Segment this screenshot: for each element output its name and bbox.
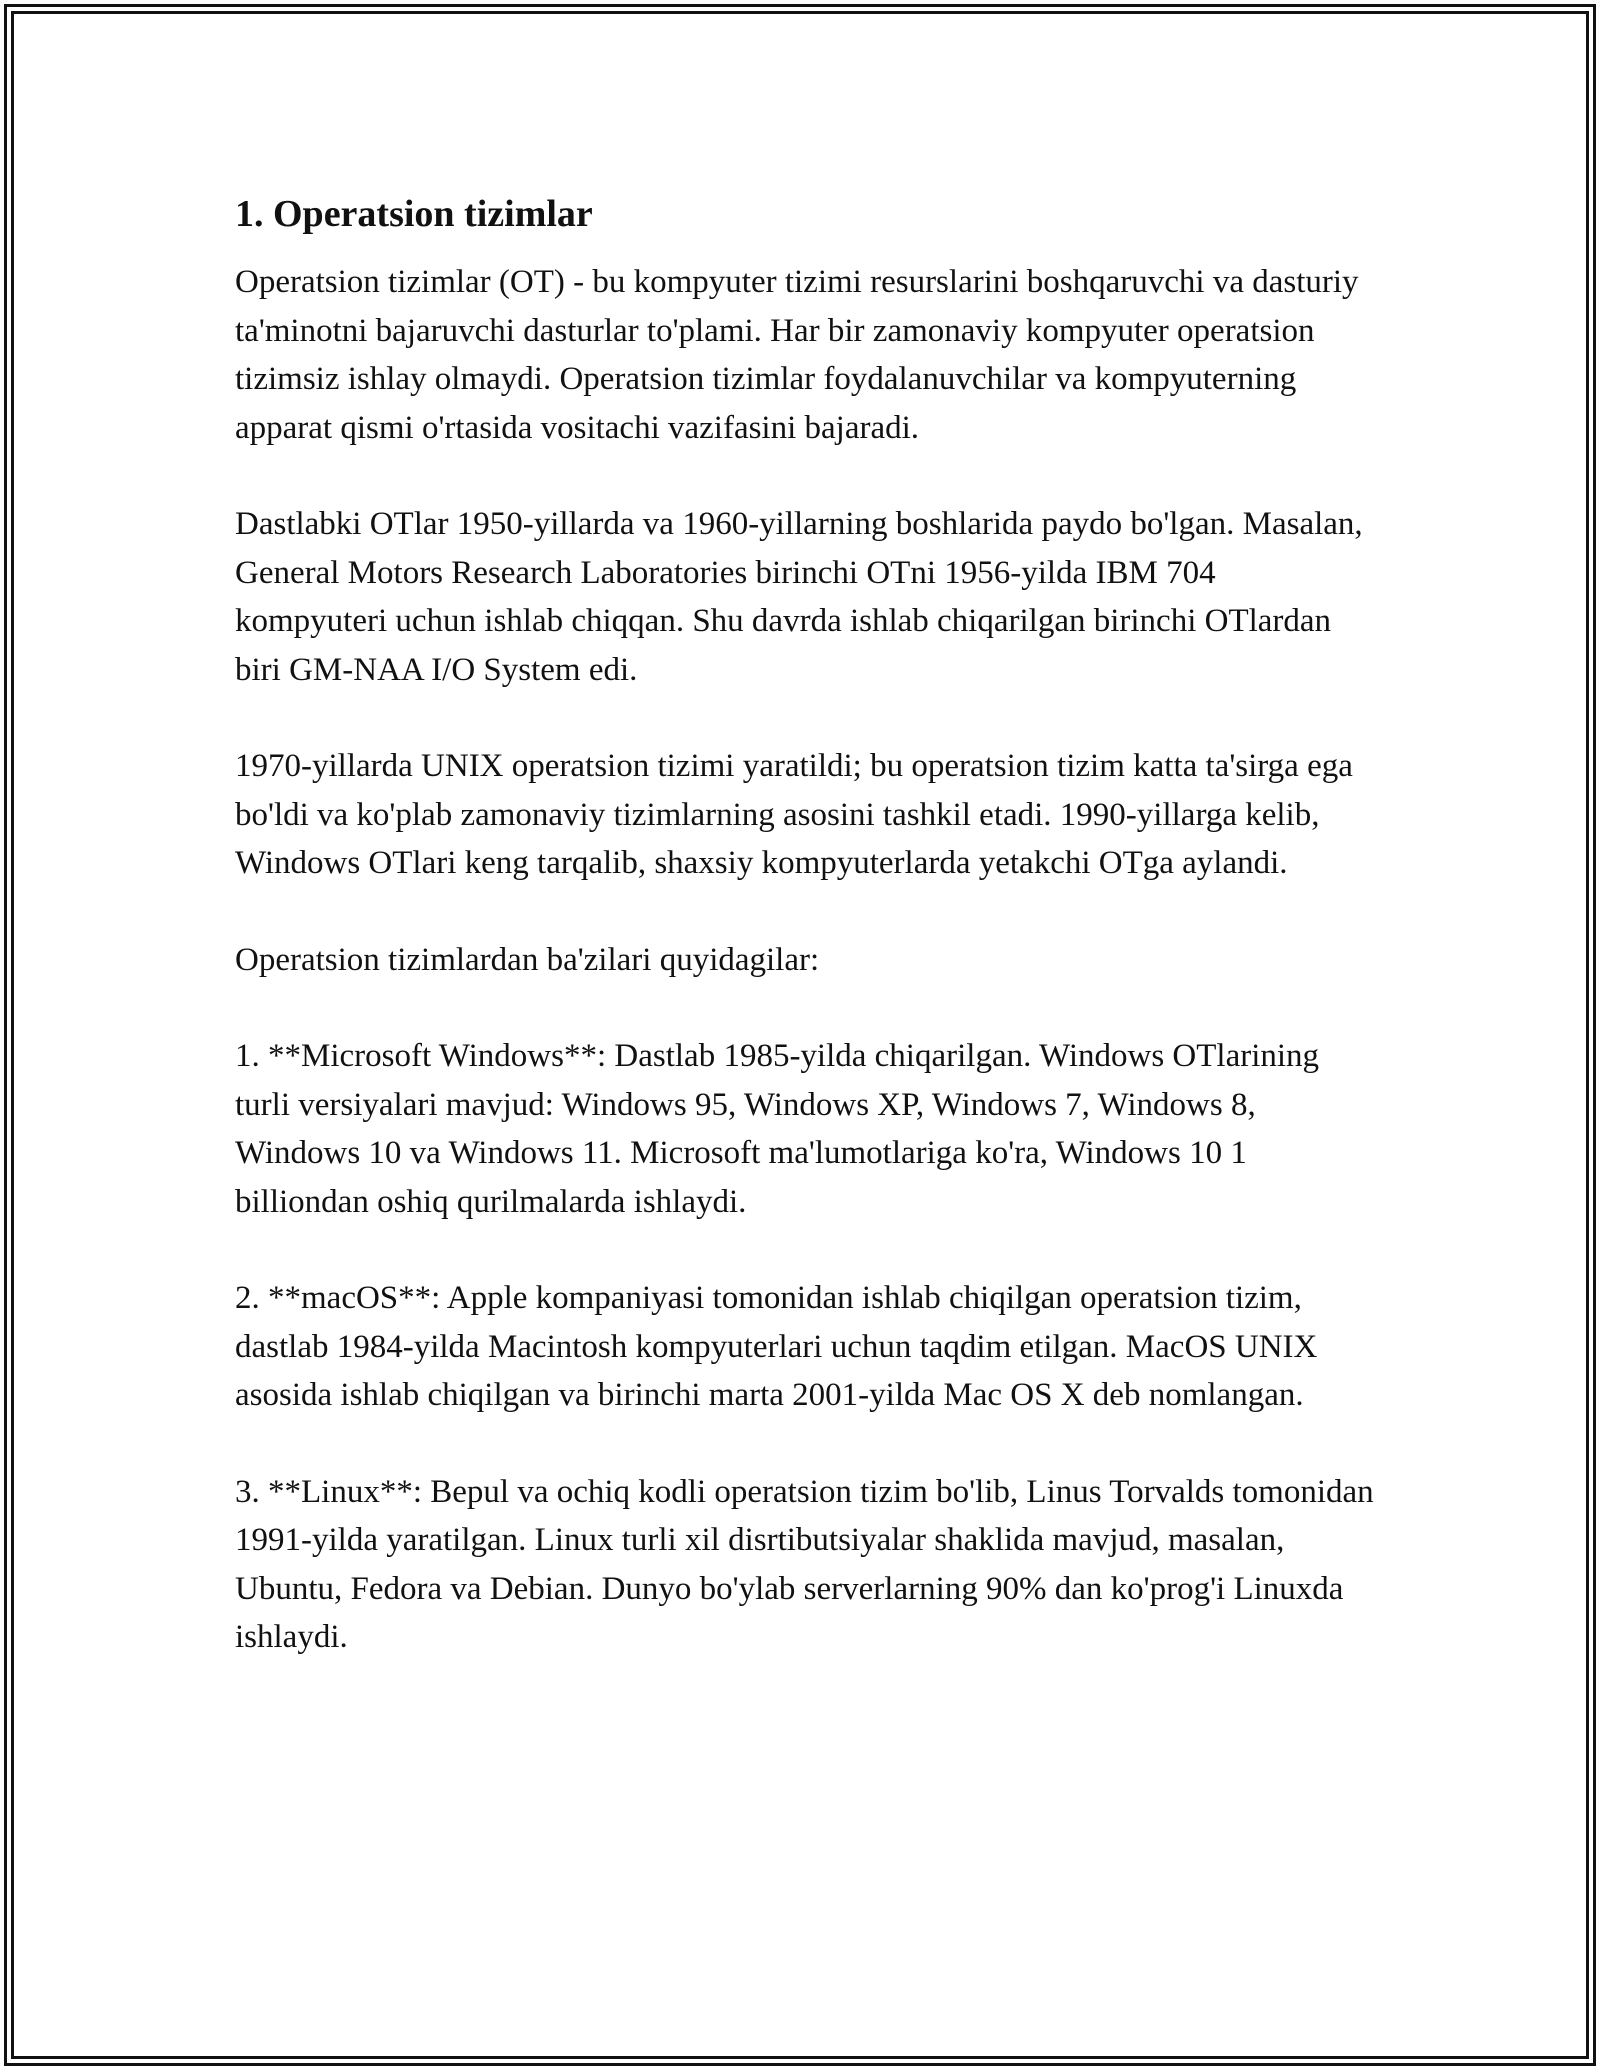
- list-item-linux: 3. **Linux**: Bepul va ochiq kodli operatsion tizim bo'lib, Linus Torvalds tomonidan 1991-yilda yaratilgan. Linux turli xil disrtibutsiyalar shaklida mavjud, masalan, Ubuntu, Fedora va Debian. Dunyo bo'ylab serverlarning 90% dan ko'prog'i Linuxda ishlaydi.: [235, 1473, 1374, 1655]
- paragraph-intro: Operatsion tizimlar (OT) - bu kompyuter tizimi resurslarini boshqaruvchi va dasturiy ta'minotni bajaruvchi dasturlar to'plami. Har bir zamonaviy kompyuter operatsion tizimsiz ishlay olmaydi. Operatsion tizimlar foydalanuvchilar va kompyuterning apparat qismi o'rtasida vositachi vazifasini bajaradi.: [235, 264, 1359, 446]
- paragraph-history-early: Dastlabki OTlar 1950-yillarda va 1960-yillarning boshlarida paydo bo'lgan. Masalan, General Motors Research Laboratories birinchi OTni 1956-yilda IBM 704 kompyuteri uchun ishlab chiqqan. Shu davrda ishlab chiqarilgan birinchi OTlardan biri GM-NAA I/O System edi.: [235, 506, 1363, 688]
- section-heading: 1. Operatsion tizimlar: [235, 193, 593, 235]
- list-item-windows: 1. **Microsoft Windows**: Dastlab 1985-yilda chiqarilgan. Windows OTlarining turli versiyalari mavjud: Windows 95, Windows XP, Windows 7, Windows 8, Windows 10 va Windows 11. Microsoft ma'lumotlariga ko'ra, Windows 10 1 billiondan oshiq qurilmalarda ishlaydi.: [235, 1038, 1320, 1220]
- paragraph-history-unix: 1970-yillarda UNIX operatsion tizimi yaratildi; bu operatsion tizim katta ta'sirga ega bo'ldi va ko'plab zamonaviy tizimlarning asosini tashkil etadi. 1990-yillarga kelib, Windows OTlari keng tarqalib, shaxsiy kompyuterlarda yetakchi OTga aylandi.: [235, 748, 1353, 881]
- paragraph-list-intro: Operatsion tizimlardan ba'zilari quyidagilar:: [235, 941, 820, 978]
- document-body: [235, 188, 1375, 1710]
- list-item-macos: 2. **macOS**: Apple kompaniyasi tomonidan ishlab chiqilgan operatsion tizim, dastlab 1984-yilda Macintosh kompyuterlari uchun taqdim etilgan. MacOS UNIX asosida ishlab chiqilgan va birinchi marta 2001-yilda Mac OS X deb nomlangan.: [235, 1280, 1318, 1413]
